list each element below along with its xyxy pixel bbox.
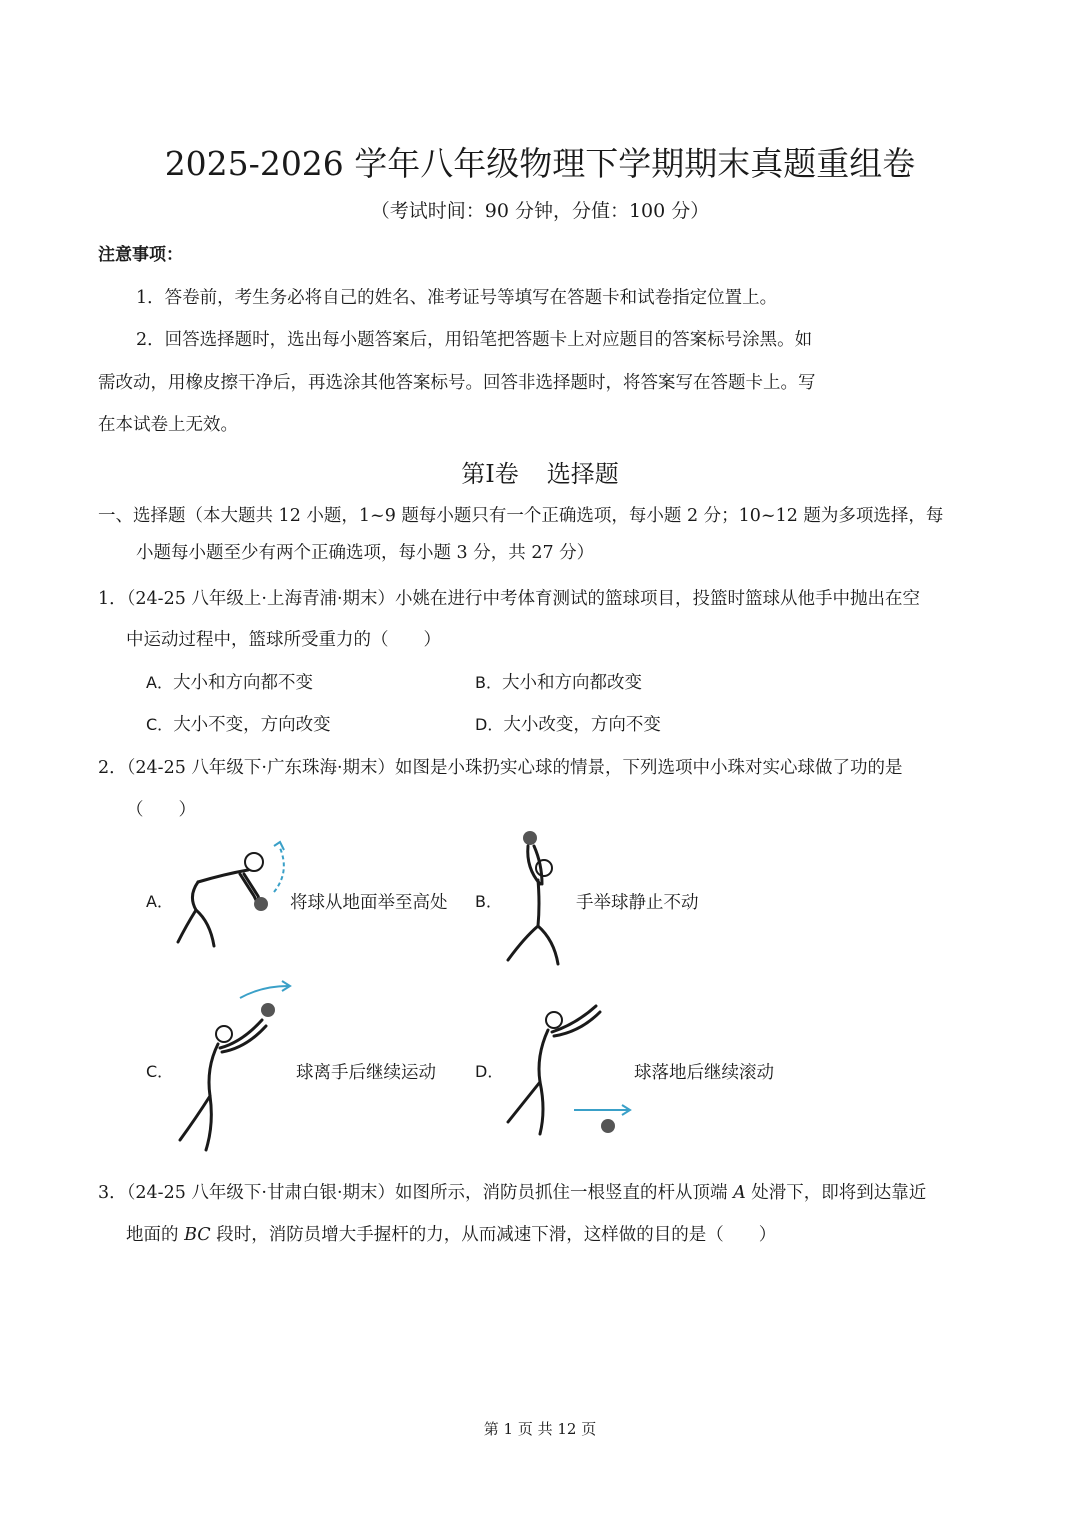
ball-icon	[261, 1003, 275, 1017]
page-title: 2025-2026 学年八年级物理下学期期末真题重组卷	[164, 144, 916, 183]
q1-option-b-letter: B．	[475, 673, 502, 692]
question-2-stem-line-1: 2．（24-25 八年级下·广东珠海·期末）如图是小珠扔实心球的情景，下列选项中小珠对实心球做了功的是	[98, 758, 903, 778]
q3-line1-pre: 3．（24-25 八年级下·甘肃白银·期末）如图所示，消防员抓住一根竖直的杆从顶端	[98, 1183, 734, 1203]
q2-option-b-text[interactable]: 手举球静止不动	[576, 893, 699, 913]
q1-option-b[interactable]	[475, 669, 642, 694]
q1-option-d-letter: D．	[475, 715, 504, 734]
q3-var-bc: BC	[184, 1225, 211, 1245]
figure-d-ball-rolling	[500, 1004, 640, 1144]
notice-item-2-line-1: 2．回答选择题时，选出每小题答案后，用铅笔把答题卡上对应题目的答案标号涂黑。如	[136, 330, 813, 350]
question-3-stem-line-1	[98, 1179, 926, 1204]
page-number: 第 1 页 共 12 页	[483, 1420, 597, 1438]
notice-item-1: 1．答卷前，考生务必将自己的姓名、准考证号等填写在答题卡和试卷指定位置上。	[136, 288, 778, 308]
q2-option-d-text[interactable]: 球落地后继续滚动	[634, 1063, 774, 1083]
ball-icon	[601, 1119, 615, 1133]
ball-icon	[254, 897, 268, 911]
section-instructions-line-2: 小题每小题至少有两个正确选项，每小题 3 分，共 27 分）	[136, 543, 595, 563]
q2-option-c-letter[interactable]: C．	[146, 1062, 174, 1081]
question-2-stem-line-2: （ ）	[126, 800, 196, 820]
q1-option-c-letter: C．	[146, 715, 174, 734]
question-1-stem-line-2: 中运动过程中，篮球所受重力的（ ）	[126, 630, 441, 650]
section-part: 第Ⅰ卷	[461, 460, 519, 488]
q1-option-a-letter: A．	[146, 673, 173, 692]
notice-item-2-line-3: 在本试卷上无效。	[98, 415, 238, 435]
figure-c-ball-released	[170, 978, 300, 1158]
figure-b-holding-ball	[500, 828, 580, 968]
section-name: 选择题	[546, 460, 619, 488]
q1-option-d-text: 大小改变，方向不变	[503, 715, 661, 735]
q2-option-b-letter[interactable]: B．	[475, 892, 502, 911]
q1-option-c-text: 大小不变，方向改变	[173, 715, 331, 735]
figure-a-lifting-ball	[170, 838, 300, 956]
q1-option-c[interactable]	[146, 711, 331, 736]
section-heading	[0, 454, 1080, 489]
q2-option-d-letter[interactable]: D．	[475, 1062, 504, 1081]
notice-heading: 注意事项：	[98, 245, 183, 265]
q3-line2-pre: 地面的	[126, 1225, 185, 1245]
q1-option-d[interactable]	[475, 711, 661, 736]
q3-line1-post: 处滑下，即将到达靠近	[745, 1183, 927, 1203]
q2-option-c-text[interactable]: 球离手后继续运动	[296, 1063, 436, 1083]
q3-var-a: A	[733, 1183, 746, 1203]
question-1-stem-line-1: 1．（24-25 八年级上·上海青浦·期末）小姚在进行中考体育测试的篮球项目，投篮时篮球从他手中抛出在空	[98, 589, 921, 609]
ball-icon	[523, 831, 537, 845]
q2-option-a-letter[interactable]: A．	[146, 892, 173, 911]
q3-line2-post: 段时，消防员增大手握杆的力，从而减速下滑，这样做的目的是（ ）	[210, 1225, 777, 1245]
section-instructions-line-1: 一、选择题（本大题共 12 小题，1~9 题每小题只有一个正确选项，每小题 2 分；10~12 题为多项选择，每	[98, 506, 944, 526]
notice-item-2-line-2: 需改动，用橡皮擦干净后，再选涂其他答案标号。回答非选择题时，将答案写在答题卡上。写	[98, 373, 816, 393]
exam-meta: （考试时间：90 分钟，分值：100 分）	[370, 200, 710, 222]
q1-option-a[interactable]	[146, 669, 313, 694]
q1-option-b-text: 大小和方向都改变	[501, 673, 642, 693]
q2-option-a-text[interactable]: 将球从地面举至高处	[290, 893, 448, 913]
question-3-stem-line-2	[126, 1221, 776, 1246]
q1-option-a-text: 大小和方向都不变	[172, 673, 313, 693]
